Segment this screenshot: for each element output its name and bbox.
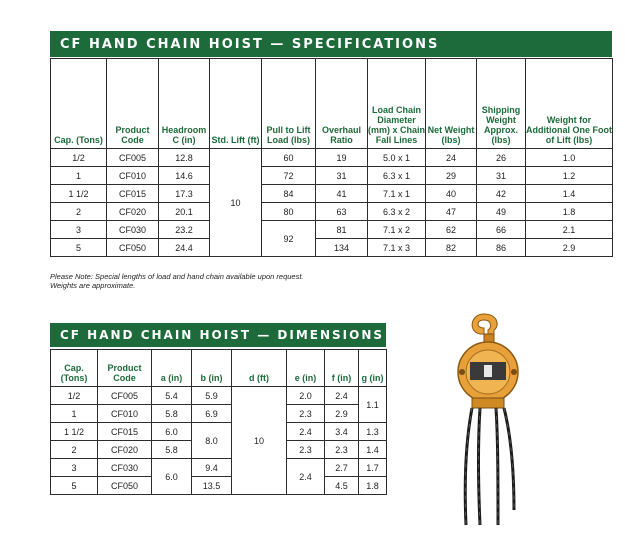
- cell-weightft: 1.2: [526, 167, 613, 185]
- cell-chain: 5.0 x 1: [368, 149, 426, 167]
- cell-g: 1.8: [359, 477, 387, 495]
- cell-overhaul: 63: [316, 203, 368, 221]
- table-row: [51, 477, 387, 495]
- table-row: [51, 203, 613, 221]
- header-weight-per-foot: Weight for Additional One Foot of Lift (lbs): [526, 59, 613, 149]
- cell-b: 9.4: [192, 459, 232, 477]
- cell-code: CF015: [107, 185, 159, 203]
- cell-code: CF010: [98, 405, 152, 423]
- header-g: g (in): [359, 350, 387, 387]
- cell-net: 40: [426, 185, 477, 203]
- cell-net: 24: [426, 149, 477, 167]
- cell-code: CF030: [107, 221, 159, 239]
- cell-net: 62: [426, 221, 477, 239]
- table-row: [51, 149, 613, 167]
- cell-f: 2.4: [325, 387, 359, 405]
- cell-cap: 1/2: [51, 149, 107, 167]
- header-overhaul: Overhaul Ratio: [316, 59, 368, 149]
- cell-chain: 7.1 x 3: [368, 239, 426, 257]
- cell-net: 47: [426, 203, 477, 221]
- table-row: [51, 221, 613, 239]
- table-row: [51, 387, 387, 405]
- cell-headroom: 14.6: [159, 167, 210, 185]
- table-row: [51, 405, 387, 423]
- cell-ship: 66: [477, 221, 526, 239]
- table-row: [51, 185, 613, 203]
- cell-b: 6.9: [192, 405, 232, 423]
- cell-cap: 1 1/2: [51, 423, 98, 441]
- dimensions-title: CF HAND CHAIN HOIST — DIMENSIONS: [50, 323, 386, 347]
- cell-overhaul: 41: [316, 185, 368, 203]
- header-product-code: Product Code: [107, 59, 159, 149]
- dimensions-table: [50, 349, 387, 495]
- cell-a: 6.0: [152, 459, 192, 495]
- chain-hoist-image: [440, 310, 540, 530]
- cell-weightft: 1.8: [526, 203, 613, 221]
- cell-f: 2.7: [325, 459, 359, 477]
- cell-net: 29: [426, 167, 477, 185]
- cell-e: 2.4: [287, 423, 325, 441]
- cell-cap: 3: [51, 459, 98, 477]
- cell-weightft: 2.9: [526, 239, 613, 257]
- cell-chain: 7.1 x 1: [368, 185, 426, 203]
- table-header-row: [51, 59, 613, 149]
- cell-e: 2.3: [287, 405, 325, 423]
- cell-overhaul: 19: [316, 149, 368, 167]
- cell-cap: 5: [51, 239, 107, 257]
- cell-a: 5.8: [152, 441, 192, 459]
- cell-f: 4.5: [325, 477, 359, 495]
- table-row: [51, 167, 613, 185]
- cell-a: 5.8: [152, 405, 192, 423]
- cell-overhaul: 134: [316, 239, 368, 257]
- cell-code: CF005: [98, 387, 152, 405]
- cell-overhaul: 81: [316, 221, 368, 239]
- cell-code: CF020: [107, 203, 159, 221]
- cell-headroom: 17.3: [159, 185, 210, 203]
- table-header-row: [51, 350, 387, 387]
- cell-cap: 5: [51, 477, 98, 495]
- cell-e: 2.4: [287, 459, 325, 495]
- cell-e: 2.3: [287, 441, 325, 459]
- cell-ship: 86: [477, 239, 526, 257]
- header-product-code: Product Code: [98, 350, 152, 387]
- note-line-2: Weights are approximate.: [50, 281, 136, 290]
- cell-f: 2.9: [325, 405, 359, 423]
- header-cap: Cap. (Tons): [51, 350, 98, 387]
- header-a: a (in): [152, 350, 192, 387]
- cell-ship: 31: [477, 167, 526, 185]
- header-pull: Pull to Lift Load (lbs): [262, 59, 316, 149]
- cell-code: CF050: [107, 239, 159, 257]
- cell-pull: 84: [262, 185, 316, 203]
- cell-chain: 6.3 x 1: [368, 167, 426, 185]
- specifications-note: [50, 272, 304, 290]
- cell-cap: 3: [51, 221, 107, 239]
- cell-f: 2.3: [325, 441, 359, 459]
- cell-cap: 2: [51, 203, 107, 221]
- cell-g: 1.3: [359, 423, 387, 441]
- cell-pull: 80: [262, 203, 316, 221]
- cell-b: 8.0: [192, 423, 232, 459]
- cell-code: CF015: [98, 423, 152, 441]
- cell-code: CF005: [107, 149, 159, 167]
- cell-cap: 1 1/2: [51, 185, 107, 203]
- cell-g: 1.1: [359, 387, 387, 423]
- cell-cap: 2: [51, 441, 98, 459]
- cell-weightft: 2.1: [526, 221, 613, 239]
- cell-a: 6.0: [152, 423, 192, 441]
- cell-chain: 6.3 x 2: [368, 203, 426, 221]
- header-shipping-weight: Shipping Weight Approx. (lbs): [477, 59, 526, 149]
- cell-headroom: 24.4: [159, 239, 210, 257]
- header-d: d (ft): [232, 350, 287, 387]
- header-f: f (in): [325, 350, 359, 387]
- cell-a: 5.4: [152, 387, 192, 405]
- cell-b: 13.5: [192, 477, 232, 495]
- cell-overhaul: 31: [316, 167, 368, 185]
- table-row: [51, 423, 387, 441]
- cell-ship: 49: [477, 203, 526, 221]
- cell-weightft: 1.0: [526, 149, 613, 167]
- cell-code: CF020: [98, 441, 152, 459]
- cell-pull: 60: [262, 149, 316, 167]
- table-row: [51, 459, 387, 477]
- cell-weightft: 1.4: [526, 185, 613, 203]
- table-row: [51, 239, 613, 257]
- cell-ship: 42: [477, 185, 526, 203]
- cell-g: 1.4: [359, 441, 387, 459]
- cell-chain: 7.1 x 2: [368, 221, 426, 239]
- cell-ship: 26: [477, 149, 526, 167]
- cell-pull: 92: [262, 221, 316, 257]
- cell-headroom: 12.8: [159, 149, 210, 167]
- note-line-1: Please Note: Special lengths of load and hand chain available upon request.: [50, 272, 304, 281]
- cell-net: 82: [426, 239, 477, 257]
- cell-d: 10: [232, 387, 287, 495]
- cell-g: 1.7: [359, 459, 387, 477]
- cell-std-lift: 10: [210, 149, 262, 257]
- cell-code: CF050: [98, 477, 152, 495]
- cell-code: CF010: [107, 167, 159, 185]
- cell-f: 3.4: [325, 423, 359, 441]
- cell-cap: 1: [51, 167, 107, 185]
- cell-cap: 1/2: [51, 387, 98, 405]
- header-e: e (in): [287, 350, 325, 387]
- cell-cap: 1: [51, 405, 98, 423]
- cell-pull: 72: [262, 167, 316, 185]
- header-std-lift: Std. Lift (ft): [210, 59, 262, 149]
- cell-b: 5.9: [192, 387, 232, 405]
- cell-e: 2.0: [287, 387, 325, 405]
- header-cap: Cap. (Tons): [51, 59, 107, 149]
- cell-headroom: 20.1: [159, 203, 210, 221]
- header-b: b (in): [192, 350, 232, 387]
- cell-headroom: 23.2: [159, 221, 210, 239]
- specifications-title: CF HAND CHAIN HOIST — SPECIFICATIONS: [50, 31, 612, 57]
- header-net-weight: Net Weight (lbs): [426, 59, 477, 149]
- specifications-table: [50, 58, 613, 257]
- header-headroom: Headroom C (in): [159, 59, 210, 149]
- header-chain: Load Chain Diameter (mm) x Chain Fall Lines: [368, 59, 426, 149]
- cell-code: CF030: [98, 459, 152, 477]
